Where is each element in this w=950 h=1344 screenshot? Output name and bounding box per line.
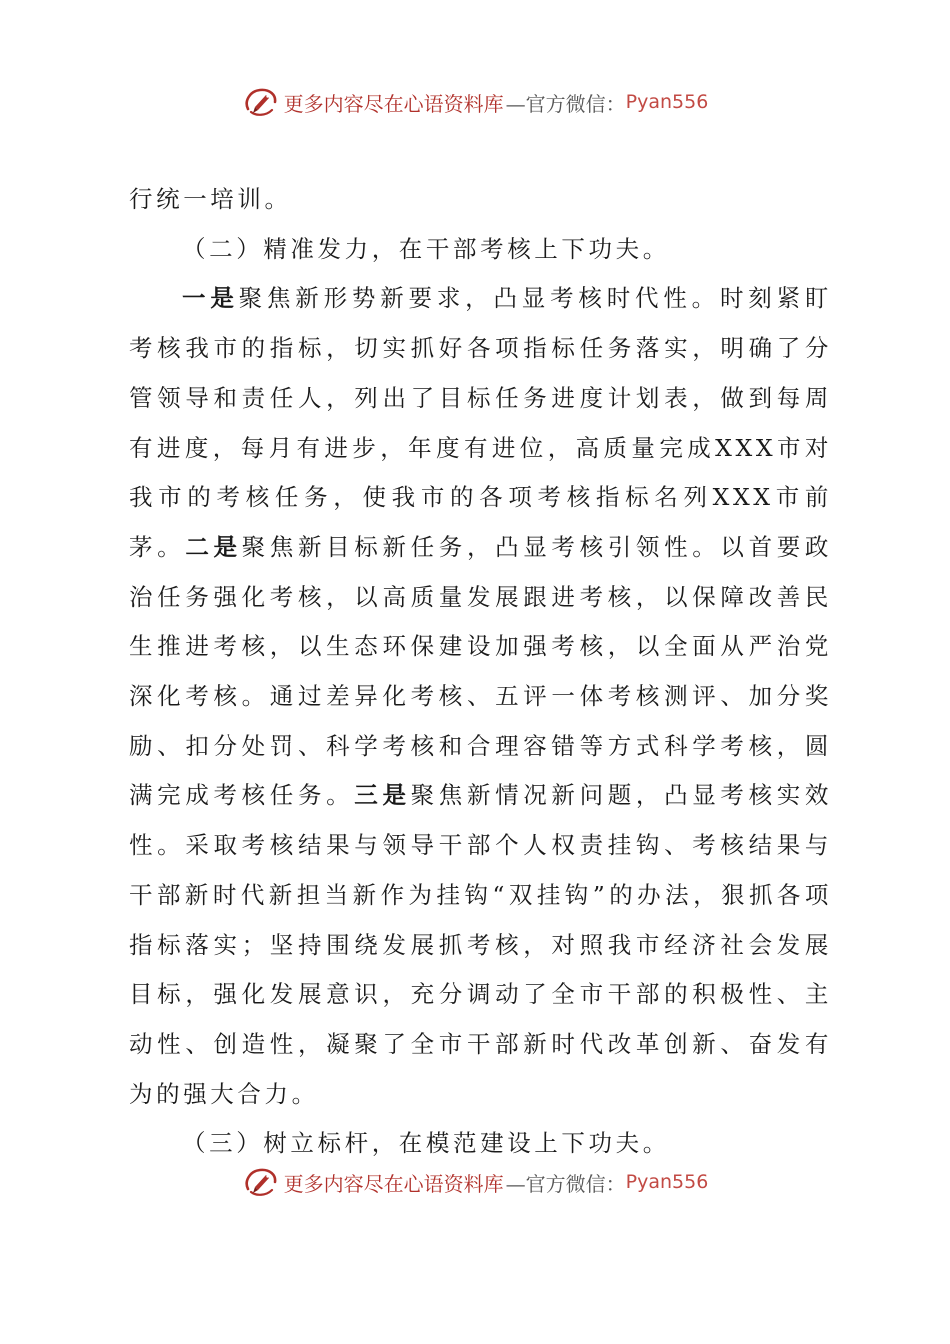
body-paragraph — [129, 274, 832, 1119]
watermark-official-text: —官方微信： — [505, 1171, 626, 1196]
marker-one: 一是 — [182, 284, 239, 313]
section-heading-2: （二）精准发力，在干部考核上下功夫。 — [182, 234, 670, 263]
watermark-wechat-id: Pyan556 — [625, 1171, 709, 1193]
document-body — [129, 175, 832, 1169]
marker-two: 二是 — [185, 532, 242, 561]
carryover-paragraph: 行统一培训。 — [129, 185, 292, 213]
watermark-banner-top — [0, 82, 950, 122]
watermark-official-text: —官方微信： — [505, 91, 626, 116]
paragraph-segment-3: 聚焦新情况新问题，凸显考核实效性。采取考核结果与领导干部个人权责挂钩、考核结果与干部新时代新担当新作为挂钩“双挂钩”的办法，狠抓各项指标落实；坚持围绕发展抓考核，对照我市经济社会发展目标，强化发展意识，充分调动了全市干部的积极性、主动性、创造性，凝聚了全市干部新时代改革创新、奋发有为的强大合力。 — [129, 781, 832, 1108]
paragraph-segment-2: 聚焦新目标新任务，凸显考核引领性。以首要政治任务强化考核，以高质量发展跟进考核，以保障改善民生推进考核，以生态环保建设加强考核，以全面从严治党深化考核。通过差异化考核、五评一体考核测评、加分奖励、扣分处罚、科学考核和合理容错等方式科学考核，圆满完成考核任务。 — [129, 532, 832, 810]
watermark-banner-bottom — [0, 1162, 950, 1202]
section-heading-3: （三）树立标杆，在模范建设上下功夫。 — [182, 1129, 670, 1158]
pen-swirl-logo-icon — [242, 1165, 280, 1199]
watermark-library-text: 更多内容尽在心语资料库 — [283, 91, 504, 116]
watermark-wechat-id: Pyan556 — [625, 91, 709, 113]
paragraph-segment-1: 聚焦新形势新要求，凸显考核时代性。时刻紧盯考核我市的指标，切实抓好各项指标任务落实，明确了分管领导和责任人，列出了目标任务进度计划表，做到每周有进度，每月有进步，年度有进位，高质量完成XXX市对我市的考核任务，使我市的各项考核指标名列XXX市前茅。 — [129, 284, 833, 561]
pen-swirl-logo-icon — [242, 85, 280, 119]
watermark-library-text: 更多内容尽在心语资料库 — [283, 1171, 504, 1196]
marker-three: 三是 — [354, 781, 411, 810]
